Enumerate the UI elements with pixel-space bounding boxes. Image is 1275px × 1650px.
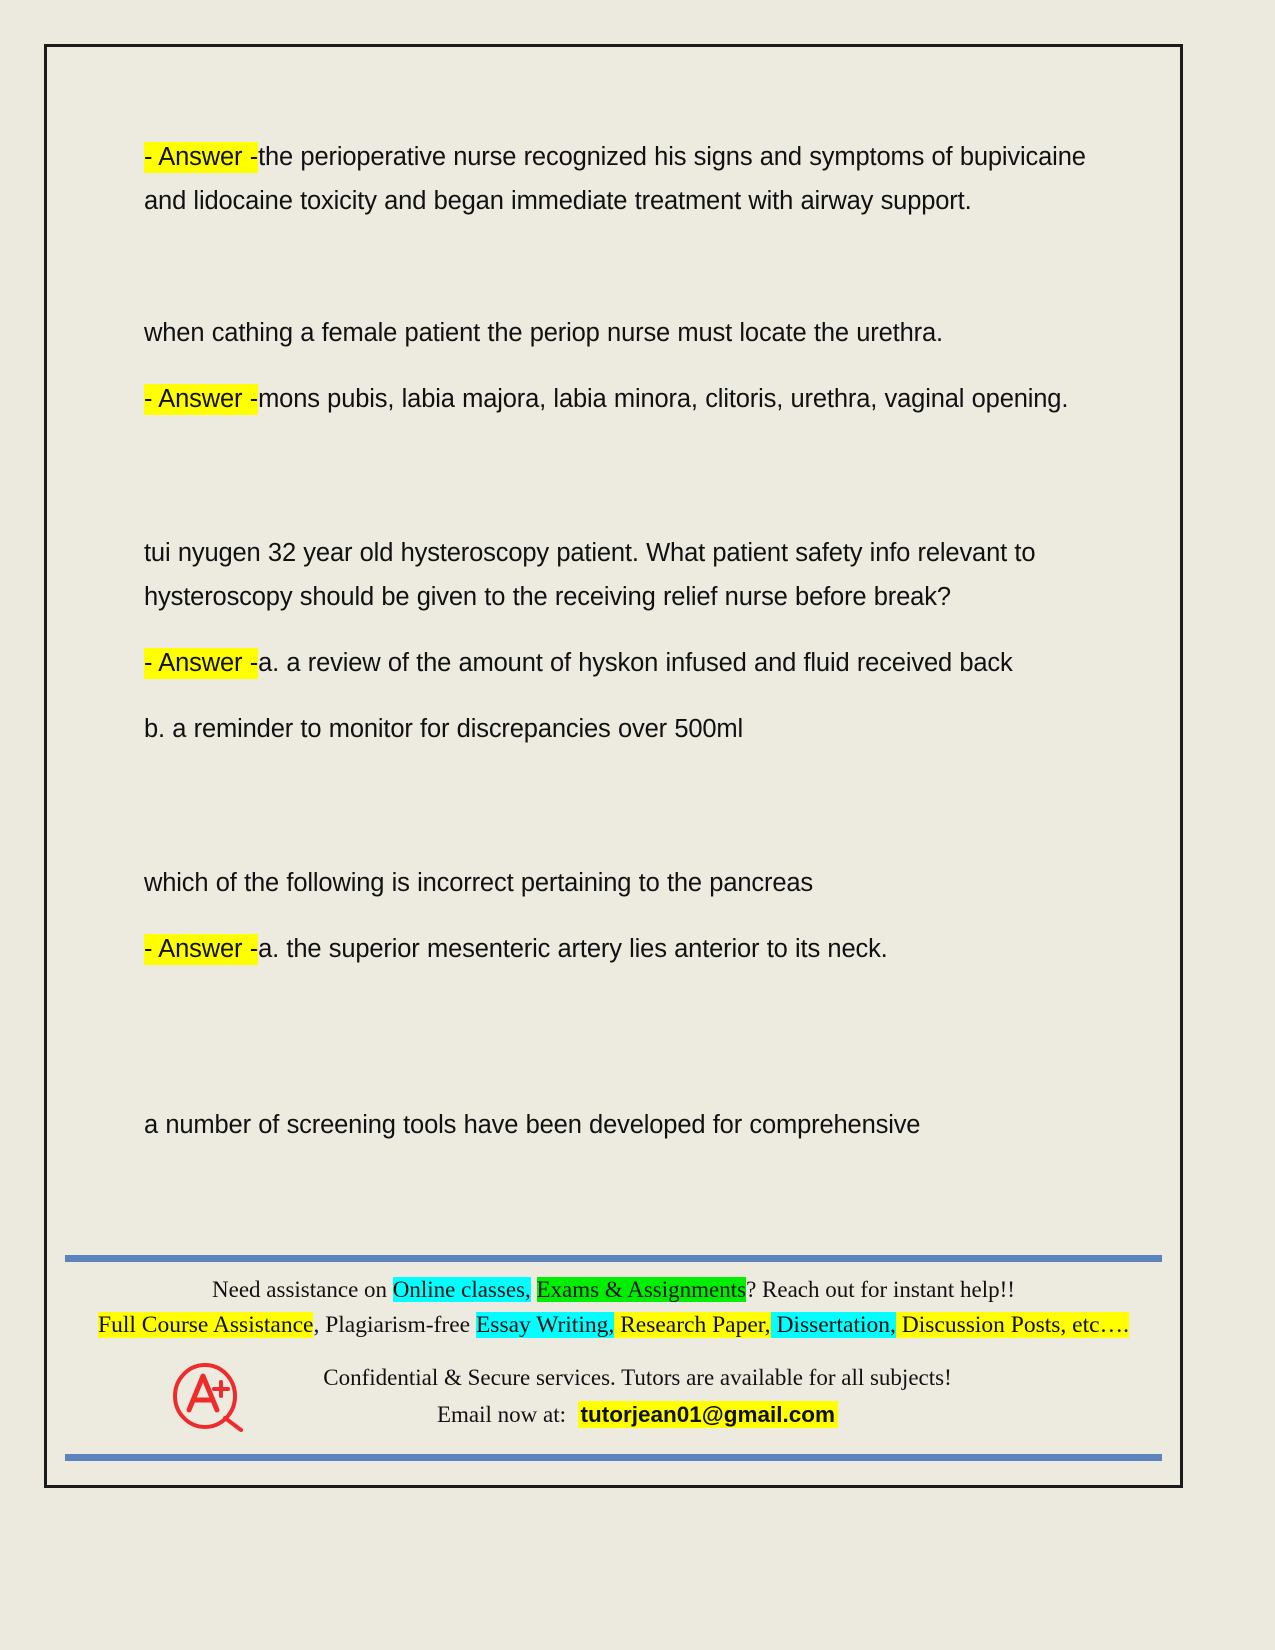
footer-line1-part2: ? Reach out for instant help!! (746, 1277, 1015, 1302)
document-page (44, 44, 1183, 1488)
footer-essay-writing: Essay Writing, (475, 1312, 615, 1338)
question-2: when cathing a female patient the periop nurse must locate the urethra. (144, 319, 943, 347)
spacer (144, 355, 1089, 377)
footer-email-prefix: Email now at: (436, 1401, 567, 1427)
footer-exams-assignments: Exams & Assignments (536, 1277, 747, 1302)
answer-label-1: - Answer - (144, 143, 259, 171)
answer-text-1: the perioperative nurse recognized his signs and symptoms of bupivicaine and lidocaine toxicity and began immediate treatment with airway support. (144, 143, 1086, 215)
footer-discussion-posts: Discussion Posts, etc…. (895, 1312, 1129, 1338)
footer-plagiarism-free: , Plagiarism-free (313, 1312, 476, 1338)
a-plus-logo-icon (167, 1360, 245, 1432)
footer-line-2 (47, 1308, 1180, 1342)
footer-line1-part1: Need assistance on (212, 1277, 393, 1302)
footer-line-1 (47, 1274, 1180, 1306)
footer-confidential-note: Confidential & Secure services. Tutors are available for all subjects! (323, 1364, 952, 1390)
answer-text-4: a. the superior mesenteric artery lies anterior to its neck. (258, 935, 888, 963)
spacer (144, 971, 1089, 1059)
footer-divider-bottom (65, 1454, 1162, 1461)
answer-label-2: - Answer - (144, 385, 259, 413)
answer-text-2: mons pubis, labia majora, labia minora, clitoris, urethra, vaginal opening. (258, 385, 1069, 413)
footer-email-address[interactable]: tutorjean01@gmail.com (578, 1401, 839, 1428)
footer-line1-sep (531, 1277, 537, 1302)
spacer (144, 751, 1089, 839)
footer-online-classes: Online classes, (392, 1277, 531, 1302)
answer-label-3: - Answer - (144, 649, 259, 677)
spacer (144, 685, 1089, 707)
spacer (144, 509, 1089, 531)
footer-dissertation: Dissertation, (770, 1312, 896, 1338)
spacer (144, 223, 1089, 311)
footer-content (47, 1262, 1180, 1461)
answer-label-4: - Answer - (144, 935, 259, 963)
footer-research-paper: Research Paper, (614, 1312, 771, 1338)
paragraph-answer-2 (144, 377, 1089, 421)
footer-full-course-assistance: Full Course Assistance (98, 1312, 314, 1338)
question-5: a number of screening tools have been developed for comprehensive (144, 1111, 921, 1139)
spacer (144, 839, 1089, 861)
footer-bottom-text (245, 1361, 1180, 1432)
spacer (144, 905, 1089, 927)
paragraph-answer-1 (144, 135, 1089, 223)
option-b-3: b. a reminder to monitor for discrepancies over 500ml (144, 715, 744, 743)
spacer (144, 421, 1089, 509)
footer-bottom-row (47, 1360, 1180, 1432)
spacer (144, 1059, 1089, 1103)
footer-email-row (245, 1398, 1030, 1432)
page-footer (47, 1255, 1180, 1485)
paragraph-answer-3 (144, 641, 1089, 685)
question-4: which of the following is incorrect pertaining to the pancreas (144, 869, 814, 897)
answer-text-3: a. a review of the amount of hyskon infused and fluid received back (258, 649, 1013, 677)
footer-divider-top (65, 1255, 1162, 1262)
question-3: tui nyugen 32 year old hysteroscopy patient. What patient safety info relevant to hysteroscopy should be given to the receiving relief nurse before break? (144, 539, 1036, 611)
document-body (144, 135, 1089, 1147)
paragraph-answer-4 (144, 927, 1089, 971)
spacer (144, 619, 1089, 641)
